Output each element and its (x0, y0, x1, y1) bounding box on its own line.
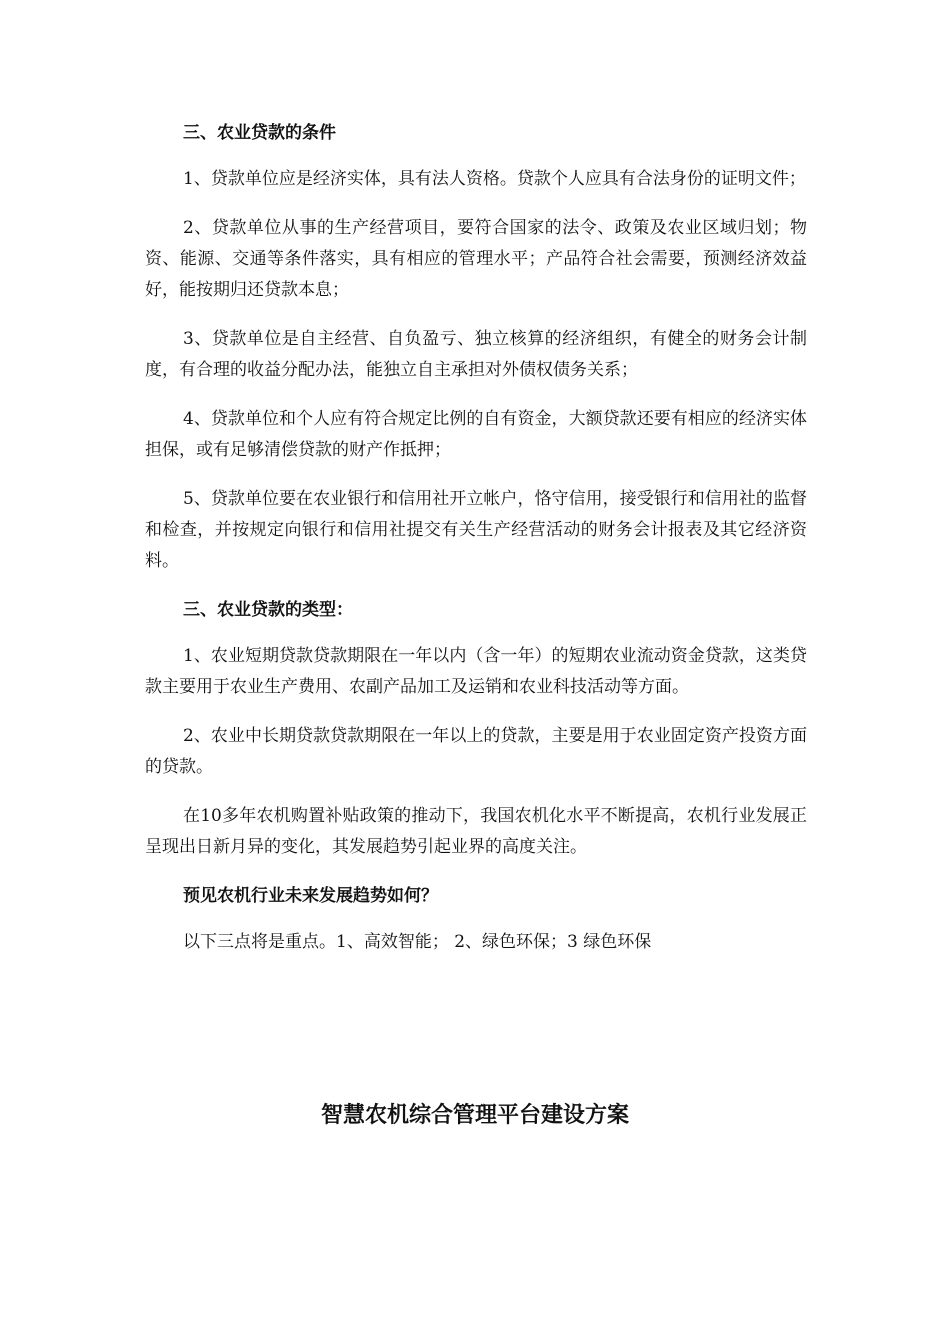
condition-item-5: 5、贷款单位要在农业银行和信用社开立帐户，恪守信用，接受银行和信用社的监督和检查，并按规定向银行和信用社提交有关生产经营活动的财务会计报表及其它经济资料。 (145, 489, 807, 571)
section-heading-loan-types: 三、农业贷款的类型： (183, 600, 353, 620)
condition-item-2: 2、贷款单位从事的生产经营项目，要符合国家的法令、政策及农业区域归划；物资、能源、交通等条件落实，具有相应的管理水平；产品符合社会需要，预测经济效益好，能按期归还贷款本息； (145, 218, 807, 300)
trend-heading: 预见农机行业未来发展趋势如何？ (183, 886, 438, 906)
condition-item-3: 3、贷款单位是自主经营、自负盈亏、独立核算的经济组织，有健全的财务会计制度，有合理的收益分配办法，能独立自主承担对外债权债务关系； (145, 329, 807, 380)
section-heading-loan-conditions: 三、农业贷款的条件 (183, 123, 336, 143)
document-body (145, 118, 807, 976)
development-paragraph: 在10多年农机购置补贴政策的推动下，我国农机化水平不断提高，农机行业发展正呈现出日新月异的变化，其发展趋势引起业界的高度关注。 (145, 806, 807, 857)
loan-type-item-2: 2、农业中长期贷款贷款期限在一年以上的贷款，主要是用于农业固定资产投资方面的贷款。 (145, 726, 807, 777)
document-title: 智慧农机综合管理平台建设方案 (320, 1103, 629, 1128)
condition-item-1: 1、贷款单位应是经济实体，具有法人资格。贷款个人应具有合法身份的证明文件； (183, 169, 806, 189)
loan-type-item-1: 1、农业短期贷款贷款期限在一年以内（含一年）的短期农业流动资金贷款，这类贷款主要用于农业生产费用、农副产品加工及运销和农业科技活动等方面。 (145, 646, 807, 697)
trend-points: 以下三点将是重点。1、高效智能； 2、绿色环保；3 绿色环保 (183, 932, 652, 952)
condition-item-4: 4、贷款单位和个人应有符合规定比例的自有资金，大额贷款还要有相应的经济实体担保，或有足够清偿贷款的财产作抵押； (145, 409, 807, 460)
